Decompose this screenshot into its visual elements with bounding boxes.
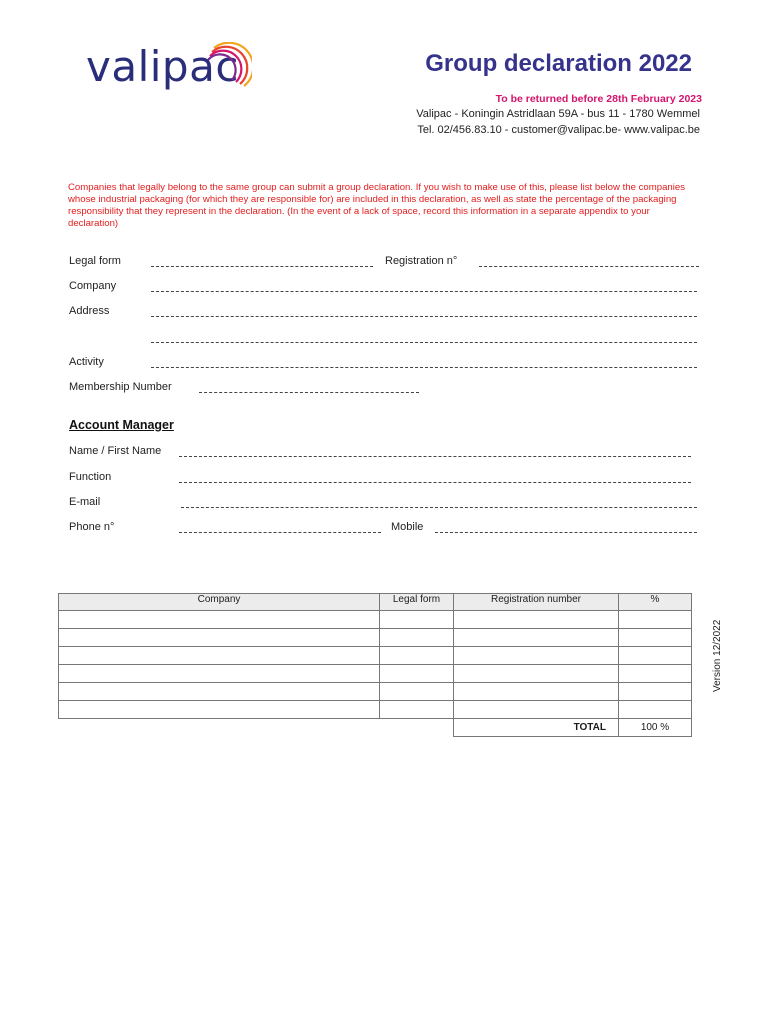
phone-label: Phone n° bbox=[69, 521, 115, 533]
cell-company[interactable] bbox=[59, 683, 380, 701]
cell-percent[interactable] bbox=[619, 683, 692, 701]
cell-company[interactable] bbox=[59, 629, 380, 647]
membership-label: Membership Number bbox=[69, 381, 172, 393]
cell-company[interactable] bbox=[59, 611, 380, 629]
valipac-logo: valipac bbox=[86, 42, 239, 91]
registration-label: Registration n° bbox=[385, 255, 458, 267]
legal-form-field[interactable] bbox=[151, 266, 373, 267]
company-field[interactable] bbox=[151, 291, 697, 292]
version-label: Version 12/2022 bbox=[712, 619, 723, 692]
intro-text: Companies that legally belong to the same group can submit a group declaration. If you wish to make use of this, please list below the companies whose industrial packaging (for which they are responsible for) are included in this declaration, as well as state the percentage of the packaging responsibility that they represent in the declaration. (In the event of a lack of space, record this information in a separate appendix to your declaration) bbox=[68, 182, 686, 229]
email-label: E-mail bbox=[69, 496, 101, 508]
cell-registration[interactable] bbox=[454, 647, 619, 665]
return-deadline: To be returned before 28th February 2023 bbox=[495, 93, 702, 105]
function-label: Function bbox=[69, 471, 112, 483]
name-label: Name / First Name bbox=[69, 445, 162, 457]
col-legal-form-header: Legal form bbox=[380, 594, 454, 611]
total-label: TOTAL bbox=[454, 719, 619, 737]
table-row bbox=[59, 611, 692, 629]
cell-legal-form[interactable] bbox=[380, 611, 454, 629]
function-field[interactable] bbox=[179, 482, 691, 483]
table-row bbox=[59, 701, 692, 719]
cell-company[interactable] bbox=[59, 665, 380, 683]
address-label: Address bbox=[69, 305, 110, 317]
table-header-row bbox=[59, 594, 692, 611]
cell-legal-form[interactable] bbox=[380, 647, 454, 665]
cell-percent[interactable] bbox=[619, 665, 692, 683]
cell-registration[interactable] bbox=[454, 611, 619, 629]
activity-field[interactable] bbox=[151, 367, 697, 368]
cell-legal-form[interactable] bbox=[380, 683, 454, 701]
contact-line: Tel. 02/456.83.10 - customer@valipac.be- www.valipac.be bbox=[417, 124, 700, 136]
cell-percent[interactable] bbox=[619, 611, 692, 629]
address-field-1[interactable] bbox=[151, 316, 697, 317]
cell-company[interactable] bbox=[59, 701, 380, 719]
cell-percent[interactable] bbox=[619, 629, 692, 647]
account-manager-heading: Account Manager bbox=[69, 418, 174, 432]
table-row bbox=[59, 683, 692, 701]
legal-form-label: Legal form bbox=[69, 255, 121, 267]
table-row bbox=[59, 647, 692, 665]
mobile-field[interactable] bbox=[435, 532, 697, 533]
cell-percent[interactable] bbox=[619, 647, 692, 665]
col-registration-header: Registration number bbox=[454, 594, 619, 611]
cell-registration[interactable] bbox=[454, 665, 619, 683]
cell-percent[interactable] bbox=[619, 701, 692, 719]
address-field-2[interactable] bbox=[151, 342, 697, 343]
company-label: Company bbox=[69, 280, 117, 292]
col-company-header: Company bbox=[59, 594, 380, 611]
page-title: Group declaration 2022 bbox=[425, 50, 692, 77]
group-companies-table bbox=[58, 593, 692, 737]
table-total-row bbox=[59, 719, 692, 737]
total-spacer bbox=[59, 719, 454, 737]
name-field[interactable] bbox=[179, 456, 691, 457]
table-row bbox=[59, 629, 692, 647]
cell-legal-form[interactable] bbox=[380, 701, 454, 719]
cell-registration[interactable] bbox=[454, 683, 619, 701]
cell-company[interactable] bbox=[59, 647, 380, 665]
address-line: Valipac - Koningin Astridlaan 59A - bus 11 - 1780 Wemmel bbox=[416, 108, 700, 120]
mobile-label: Mobile bbox=[391, 521, 424, 533]
email-field[interactable] bbox=[181, 507, 697, 508]
col-percent-header: % bbox=[619, 594, 692, 611]
cell-legal-form[interactable] bbox=[380, 665, 454, 683]
cell-registration[interactable] bbox=[454, 629, 619, 647]
membership-field[interactable] bbox=[199, 392, 419, 393]
cell-registration[interactable] bbox=[454, 701, 619, 719]
registration-field[interactable] bbox=[479, 266, 699, 267]
cell-legal-form[interactable] bbox=[380, 629, 454, 647]
phone-field[interactable] bbox=[179, 532, 381, 533]
total-value: 100 % bbox=[619, 719, 692, 737]
logo-arc-icon bbox=[200, 42, 252, 98]
table-row bbox=[59, 665, 692, 683]
activity-label: Activity bbox=[69, 356, 104, 368]
